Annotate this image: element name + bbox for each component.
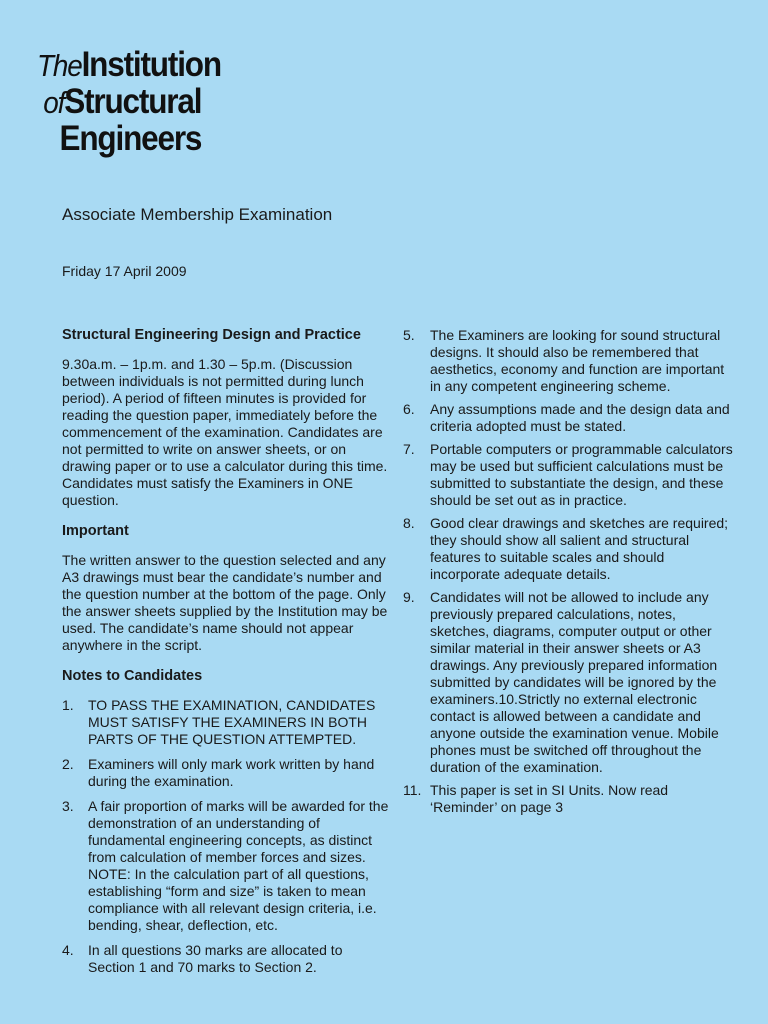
exam-date: Friday 17 April 2009 xyxy=(62,263,187,279)
important-heading: Important xyxy=(62,523,129,539)
note-item: 3. A fair proportion of marks will be awarded for the demonstration of an understanding of fundamental engineering concepts, as distinct from calculation of member forces and sizes. NOTE: In the calculation part of all questions, establishing “form and size” is taken to mean compliance with all relevant design criteria, i.e. bending, shear, deflection, etc. xyxy=(62,798,389,933)
note-item: 6. Any assumptions made and the design data and criteria adopted must be stated. xyxy=(403,401,730,434)
note-item: 8. Good clear drawings and sketches are required; they should show all salient and structural features to suitable scales and should incorporate adequate details. xyxy=(403,515,729,582)
note-item: 4. In all questions 30 marks are allocated to Section 1 and 70 marks to Section 2. xyxy=(62,942,343,975)
logo-line-2: ofStructural xyxy=(43,82,202,121)
note-item: 5. The Examiners are looking for sound structural designs. It should also be remembered that aesthetics, economy and function are important in any competent engineering scheme. xyxy=(403,327,725,394)
document-title: Associate Membership Examination xyxy=(62,205,333,224)
logo-line-1: TheInstitution xyxy=(37,45,221,84)
note-item: 7. Portable computers or programmable calculators may be used but sufficient calculations must be submitted to substantiate the design, and these should be set out as in practice. xyxy=(403,441,733,508)
note-item: 9. Candidates will not be allowed to include any previously prepared calculations, notes, sketches, diagrams, computer output or other similar material in their answer sheets or A3 drawings. Any previously prepared information submitted by candidates will be ignored by the examiners.10.Strictly no external electronic contact is allowed between a candidate and anyone outside the examination venue. Mobile phones must be switched off throughout the duration of the examination. xyxy=(403,589,719,775)
note-item: 1. TO PASS THE EXAMINATION, CANDIDATES MUST SATISFY THE EXAMINERS IN BOTH PARTS OF THE QUESTION ATTEMPTED. xyxy=(62,697,376,747)
notes-heading: Notes to Candidates xyxy=(62,668,203,684)
right-column xyxy=(403,327,733,822)
left-column xyxy=(62,327,392,984)
note-item: 2. Examiners will only mark work written by hand during the examination. xyxy=(62,756,375,789)
note-item: 11. This paper is set in SI Units. Now read ‘Reminder’ on page 3 xyxy=(403,782,669,815)
notes-list-right xyxy=(403,327,733,816)
intro-paragraph: 9.30a.m. – 1p.m. and 1.30 – 5p.m. (Discussion between individuals is not permitted during lunch period). A period of fifteen minutes is provided for reading the question paper, immediately before the commencement of the examination. Candidates are not permitted to write on answer sheets, or on drawing paper or to use a calculator during this time. Candidates must satisfy the Examiners in ONE question. xyxy=(62,356,388,508)
institution-logo xyxy=(37,45,241,161)
important-paragraph: The written answer to the question selected and any A3 drawings must bear the candidate’s number and the question number at the bottom of the page. Only the answer sheets supplied by the Institution may be used. The candidate’s name should not appear anywhere in the script. xyxy=(62,552,388,653)
logo-line-3: Engineers xyxy=(59,119,202,158)
section-heading: Structural Engineering Design and Practice xyxy=(62,327,361,343)
notes-list-left xyxy=(62,697,392,976)
